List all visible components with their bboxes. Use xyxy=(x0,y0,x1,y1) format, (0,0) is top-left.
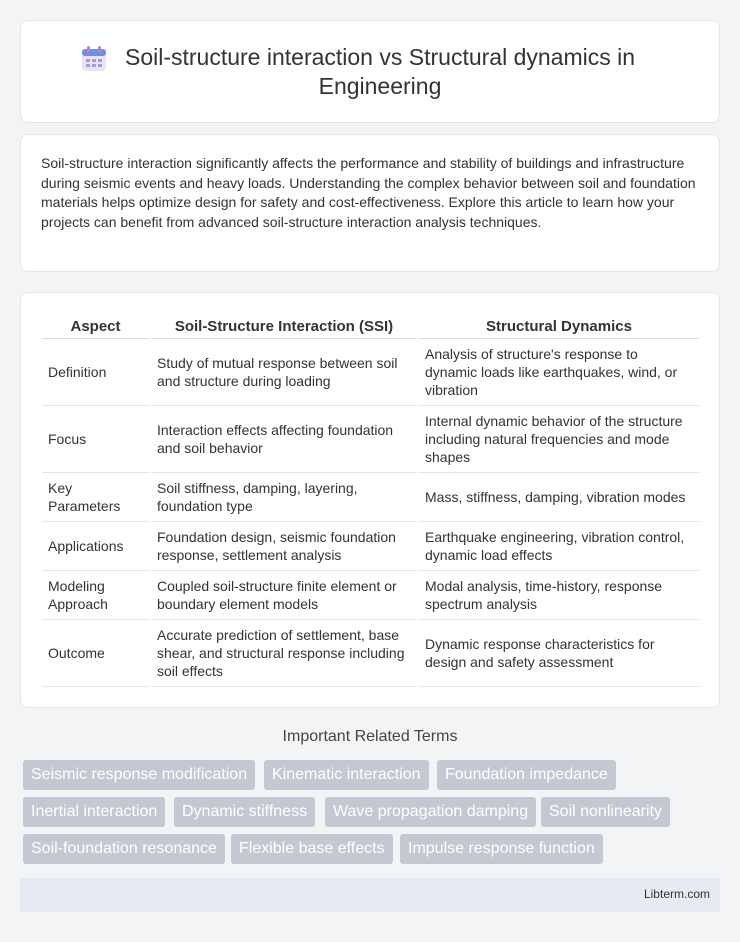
table-cell: Analysis of structure's response to dynamic loads like earthquakes, wind, or vibration xyxy=(418,338,699,405)
tag-inertial-interaction[interactable]: Inertial interaction xyxy=(23,797,165,827)
tag-impulse-response-function[interactable]: Impulse response function xyxy=(400,834,603,864)
tag-foundation-impedance[interactable]: Foundation impedance xyxy=(437,760,616,790)
table-cell: Earthquake engineering, vibration control, dynamic load effects xyxy=(418,521,699,570)
related-terms-title: Important Related Terms xyxy=(282,728,458,745)
table-cell: Coupled soil-structure finite element or boundary element models xyxy=(150,570,418,619)
table-cell: Definition xyxy=(42,338,150,405)
tag-dynamic-stiffness[interactable]: Dynamic stiffness xyxy=(174,797,315,827)
intro-paragraph: Soil-structure interaction significantly affects the performance and stability of buildings and infrastructure during seismic events and heavy loads. Understanding the complex behavior between soil and foundation materials helps optimize design for safety and cost-effectiveness. Explore this article to learn how your projects can benefit from advanced soil-structure interaction analysis techniques. xyxy=(41,155,696,230)
tag-soil-nonlinearity[interactable]: Soil nonlinearity xyxy=(541,797,670,827)
table-cell: Outcome xyxy=(42,619,150,686)
table-cell: Internal dynamic behavior of the structure including natural frequencies and mode shapes xyxy=(418,405,699,472)
table-row xyxy=(42,570,699,619)
column-header-structural-dynamics: Structural Dynamics xyxy=(418,314,699,338)
page-title-text: Soil-structure interaction vs Structural dynamics in Engineering xyxy=(124,44,636,99)
footer-site-link[interactable]: Libterm.com xyxy=(643,887,710,901)
header-card xyxy=(20,20,720,123)
tag-soil-foundation-resonance[interactable]: Soil-foundation resonance xyxy=(23,834,225,864)
table-row xyxy=(42,338,699,405)
column-header-aspect: Aspect xyxy=(42,314,150,338)
comparison-card xyxy=(20,292,720,708)
intro-card xyxy=(20,134,720,272)
table-cell: Accurate prediction of settlement, base shear, and structural response including soil effects xyxy=(150,619,418,686)
table-row xyxy=(42,472,699,521)
table-cell: Interaction effects affecting foundation and soil behavior xyxy=(150,405,418,472)
table-row xyxy=(42,405,699,472)
table-row xyxy=(42,619,699,686)
table-cell: Dynamic response characteristics for design and safety assessment xyxy=(418,619,699,686)
table-cell: Study of mutual response between soil and structure during loading xyxy=(150,338,418,405)
column-header-ssi: Soil-Structure Interaction (SSI) xyxy=(150,314,418,338)
table-cell: Soil stiffness, damping, layering, foundation type xyxy=(150,472,418,521)
table-cell: Modal analysis, time-history, response spectrum analysis xyxy=(418,570,699,619)
table-row xyxy=(42,521,699,570)
table-cell: Applications xyxy=(42,521,150,570)
footer xyxy=(20,878,720,912)
tag-seismic-response-modification[interactable]: Seismic response modification xyxy=(23,760,255,790)
table-cell: Key Parameters xyxy=(42,472,150,521)
tag-wave-propagation-damping[interactable]: Wave propagation damping xyxy=(325,797,536,827)
page-title xyxy=(21,43,719,101)
tag-kinematic-interaction[interactable]: Kinematic interaction xyxy=(264,760,429,790)
table-cell: Focus xyxy=(42,405,150,472)
tag-flexible-base-effects[interactable]: Flexible base effects xyxy=(231,834,393,864)
table-header-row xyxy=(42,314,699,338)
table-cell: Modeling Approach xyxy=(42,570,150,619)
table-cell: Mass, stiffness, damping, vibration modes xyxy=(418,472,699,521)
table-cell: Foundation design, seismic foundation response, settlement analysis xyxy=(150,521,418,570)
comparison-table xyxy=(42,314,699,687)
